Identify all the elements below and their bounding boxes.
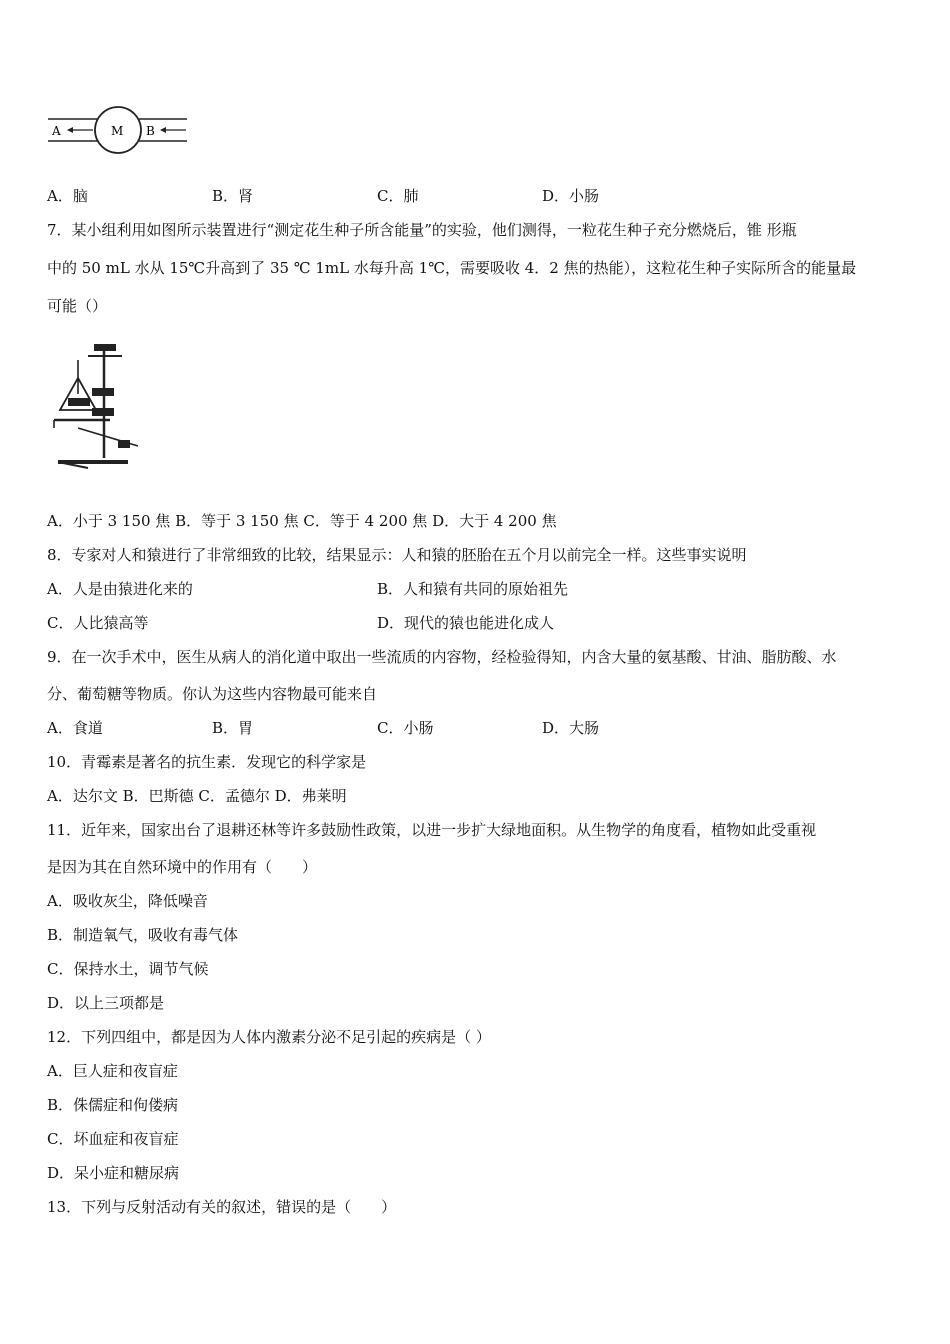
q6-option-d[interactable]: D．小肠 xyxy=(542,187,600,205)
q8-option-d[interactable]: D．现代的猿也能进化成人 xyxy=(377,614,555,632)
label-m: M xyxy=(111,124,124,138)
q6-option-b[interactable]: B．肾 xyxy=(212,187,254,205)
organ-flow-diagram xyxy=(45,100,190,160)
q11-stem-line1: 11．近年来，国家出台了退耕还林等许多鼓励性政策，以进一步扩大绿地面积。从生物学的角度看，植物如此受重视 xyxy=(47,821,817,839)
q13-stem: 13．下列与反射活动有关的叙述，错误的是（ ） xyxy=(47,1198,397,1216)
q12-stem: 12．下列四组中，都是因为人体内激素分泌不足引起的疾病是（ ） xyxy=(47,1028,491,1046)
q12-option-c[interactable]: C．坏血症和夜盲症 xyxy=(47,1130,179,1148)
q9-option-d[interactable]: D．大肠 xyxy=(542,719,600,737)
q12-option-a[interactable]: A．巨人症和夜盲症 xyxy=(47,1062,178,1080)
q11-option-a[interactable]: A．吸收灰尘，降低噪音 xyxy=(47,892,208,910)
label-a: A xyxy=(52,124,61,138)
apparatus-diagram xyxy=(48,338,148,473)
q7-options: A．小于 3 150 焦 B．等于 3 150 焦 C．等于 4 200 焦 D．大于 4 200 焦 xyxy=(47,512,557,530)
q11-stem-line2: 是因为其在自然环境中的作用有（ ） xyxy=(47,858,318,876)
q10-stem: 10．青霉素是著名的抗生素．发现它的科学家是 xyxy=(47,753,367,771)
q10-options: A．达尔文 B．巴斯德 C．孟德尔 D．弗莱明 xyxy=(47,787,347,805)
q8-option-b[interactable]: B．人和猿有共同的原始祖先 xyxy=(377,580,569,598)
label-b: B xyxy=(146,124,155,138)
q9-option-a[interactable]: A．食道 xyxy=(47,719,103,737)
q7-stem-line1: 7．某小组利用如图所示装置进行“测定花生种子所含能量”的实验，他们测得，一粒花生种子充分燃烧后，锥 形瓶 xyxy=(47,221,797,239)
q11-option-d[interactable]: D．以上三项都是 xyxy=(47,994,165,1012)
q12-option-b[interactable]: B．侏儒症和佝偻病 xyxy=(47,1096,179,1114)
q9-stem-line1: 9．在一次手术中，医生从病人的消化道中取出一些流质的内容物，经检验得知，内含大量的氨基酸、甘油、脂肪酸、水 xyxy=(47,648,837,666)
q11-option-b[interactable]: B．制造氧气，吸收有毒气体 xyxy=(47,926,239,944)
q8-option-a[interactable]: A．人是由猿进化来的 xyxy=(47,580,193,598)
q8-option-c[interactable]: C．人比猿高等 xyxy=(47,614,149,632)
q7-stem-line3: 可能（） xyxy=(47,297,108,315)
q7-stem-line2: 中的 50 mL 水从 15℃升高到了 35 ℃ 1mL 水每升高 1℃，需要吸收 4．2 焦的热能），这粒花生种子实际所含的能量最 xyxy=(47,259,857,277)
q6-option-a[interactable]: A．脑 xyxy=(47,187,88,205)
q12-option-d[interactable]: D．呆小症和糖尿病 xyxy=(47,1164,180,1182)
q8-stem: 8．专家对人和猿进行了非常细致的比较，结果显示：人和猿的胚胎在五个月以前完全一样。这些事实说明 xyxy=(47,546,747,564)
q11-option-c[interactable]: C．保持水土，调节气候 xyxy=(47,960,209,978)
q6-option-c[interactable]: C．肺 xyxy=(377,187,419,205)
q9-option-c[interactable]: C．小肠 xyxy=(377,719,434,737)
q9-stem-line2: 分、葡萄糖等物质。你认为这些内容物最可能来自 xyxy=(47,685,378,703)
q9-option-b[interactable]: B．胃 xyxy=(212,719,254,737)
